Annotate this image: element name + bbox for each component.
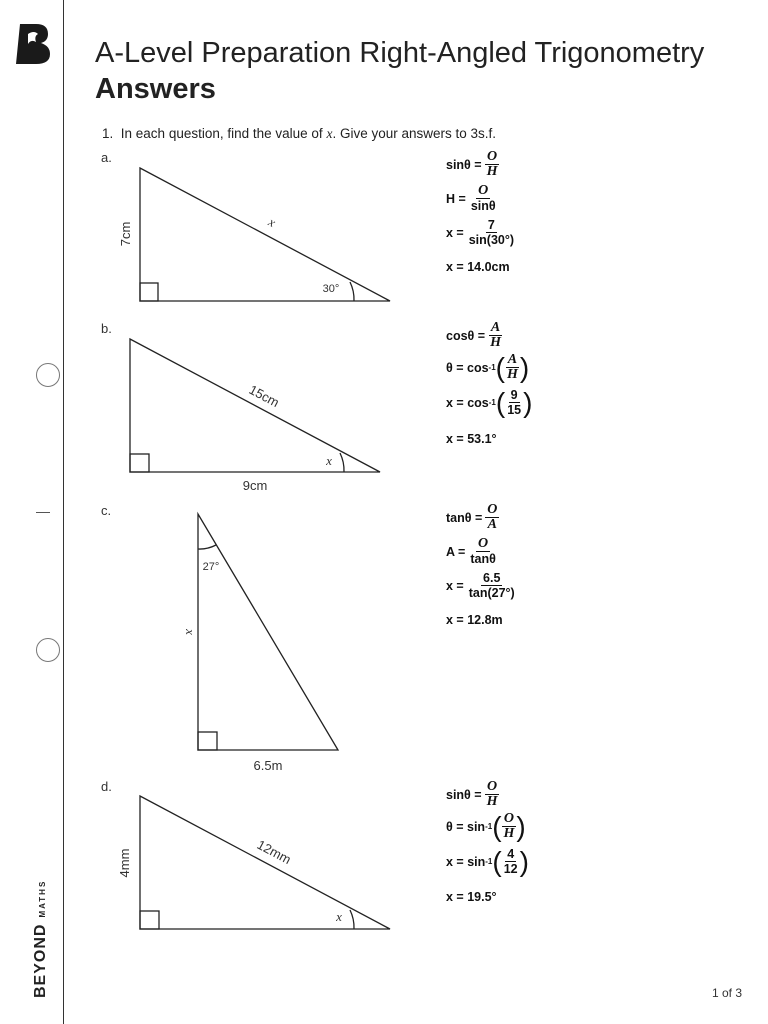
fraction-denominator: A xyxy=(487,517,498,532)
fraction-numerator: A xyxy=(490,320,501,335)
title-regular: A-Level Preparation Right-Angled Trigonometry xyxy=(95,37,705,69)
fraction-numerator: A xyxy=(507,352,518,367)
answer-d: x = 19.5° xyxy=(446,890,497,904)
fraction-denominator: H xyxy=(486,164,498,179)
triangle-c-base: 6.5m xyxy=(253,758,283,773)
inverse-superscript: -1 xyxy=(488,398,496,407)
fraction-numerator: O xyxy=(503,811,515,826)
fraction-denominator: H xyxy=(486,794,498,809)
question-variable: x xyxy=(326,126,333,141)
working-line: sinθ = xyxy=(446,157,482,172)
part-b-label: b. xyxy=(101,321,112,336)
answer-c: x = 12.8m xyxy=(446,613,503,627)
triangle-c xyxy=(198,514,338,750)
working-line: x = xyxy=(446,578,464,593)
fraction-numerator: O xyxy=(486,779,498,794)
triangle-a-hyp: x xyxy=(266,214,279,231)
fraction-denominator: 15 xyxy=(507,403,522,417)
title-bold: Answers xyxy=(95,73,216,105)
triangle-b-hyp: 15cm xyxy=(246,381,282,411)
fraction-numerator: 7 xyxy=(487,218,495,232)
fraction-numerator: 6.5 xyxy=(483,571,501,585)
triangle-d-side: 4mm xyxy=(117,848,132,878)
inverse-superscript: -1 xyxy=(488,363,496,372)
fraction-denominator: H xyxy=(503,826,515,841)
triangle-c-side: x xyxy=(183,629,198,635)
part-c-label: c. xyxy=(101,503,112,518)
inverse-superscript: -1 xyxy=(485,857,493,866)
triangle-d-angle: x xyxy=(336,909,342,924)
triangle-c-angle: 27° xyxy=(202,561,220,573)
triangle-a-side: 7cm xyxy=(118,221,133,247)
fraction-numerator: O xyxy=(478,536,489,551)
working-line: sinθ = xyxy=(446,787,482,802)
triangle-b xyxy=(130,339,380,472)
working-line: H = xyxy=(446,191,466,206)
answer-a: x = 14.0cm xyxy=(446,260,510,274)
part-d-label: d. xyxy=(101,779,112,794)
fraction-denominator: tan(27°) xyxy=(468,586,515,600)
inverse-superscript: -1 xyxy=(485,822,493,831)
answer-b: x = 53.1° xyxy=(446,432,497,446)
fraction-denominator: sin(30°) xyxy=(468,233,515,247)
working-line: x = xyxy=(446,225,464,240)
brand-word-maths: MATHS xyxy=(38,879,47,918)
question-number: 1. xyxy=(102,126,114,141)
question-text: In each question, find the value of xyxy=(120,126,323,141)
fraction-numerator: O xyxy=(478,183,489,198)
part-a-label: a. xyxy=(101,150,112,165)
fraction-numerator: 9 xyxy=(510,388,518,402)
triangle-d xyxy=(140,796,390,929)
fraction-denominator: H xyxy=(490,335,501,350)
working-line: A = xyxy=(446,544,466,559)
fraction-numerator: O xyxy=(487,502,498,517)
working-line: x = sin xyxy=(446,854,486,869)
fraction-denominator: 12 xyxy=(503,862,518,876)
fraction-numerator: 4 xyxy=(507,847,515,861)
working-line: x = cos xyxy=(446,395,489,410)
triangle-a-angle: 30° xyxy=(322,283,340,295)
working-line: θ = sin xyxy=(446,819,486,834)
brand-word-beyond: BEYOND xyxy=(32,923,49,998)
working-line: θ = cos xyxy=(446,360,489,375)
working-line: cosθ = xyxy=(446,328,486,343)
triangle-b-base: 9cm xyxy=(242,478,268,493)
fraction-denominator: sinθ xyxy=(470,199,496,213)
fraction-denominator: H xyxy=(507,367,518,382)
page-number: 1 of 3 xyxy=(711,986,742,1000)
triangle-a xyxy=(140,168,390,301)
triangle-d-hyp: 12mm xyxy=(254,836,294,868)
fraction-denominator: tanθ xyxy=(470,552,496,566)
fraction-numerator: O xyxy=(486,149,498,164)
question-text-after: . Give your answers to 3s.f. xyxy=(332,126,497,141)
working-line: tanθ = xyxy=(446,510,483,525)
triangle-b-angle: x xyxy=(326,453,332,468)
